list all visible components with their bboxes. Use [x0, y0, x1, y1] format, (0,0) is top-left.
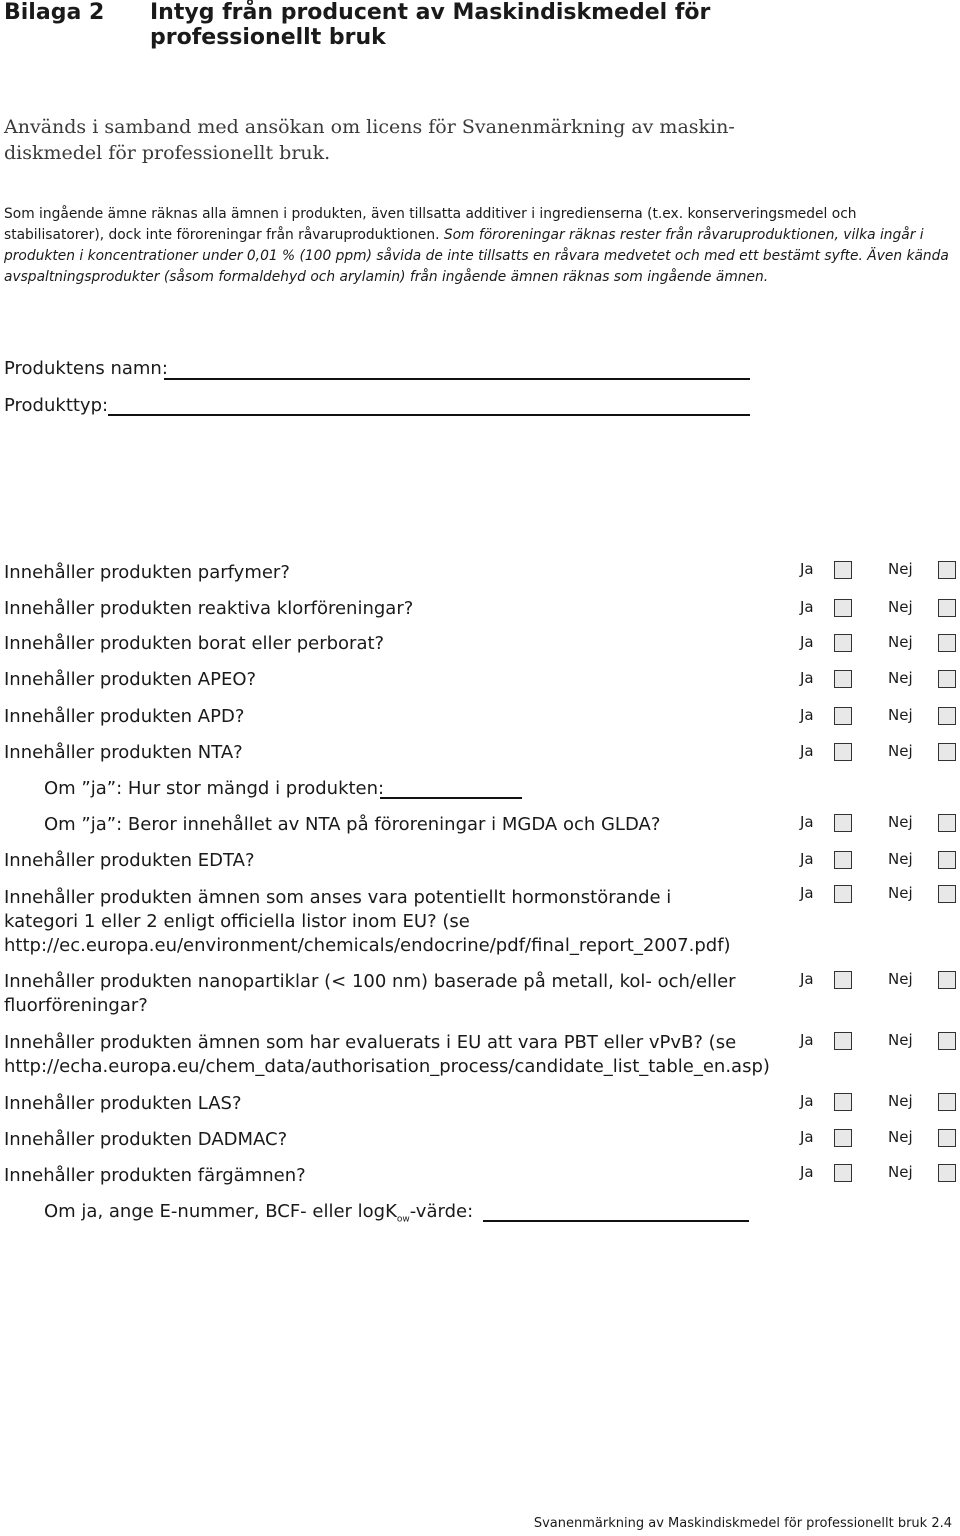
question-reactive-chlorine: Innehåller produkten reaktiva klorföreningar?: [4, 598, 414, 619]
no-checkbox-borate[interactable]: [938, 634, 956, 652]
question-apeo: Innehåller produkten APEO?: [4, 669, 257, 690]
no-label-apeo: Nej: [888, 669, 913, 687]
appendix-label: Bilaga 2: [4, 0, 105, 25]
no-label-nanoparticles: Nej: [888, 970, 913, 988]
e-number-suffix: -värde:: [409, 1201, 474, 1222]
no-label-nta-impurity: Nej: [888, 813, 913, 831]
yes-checkbox-edta[interactable]: [834, 851, 852, 869]
yes-checkbox-borate[interactable]: [834, 634, 852, 652]
no-checkbox-nta-impurity[interactable]: [938, 814, 956, 832]
page-title: Intyg från producent av Maskindiskmedel för professionellt bruk: [150, 0, 711, 50]
page-footer: Svanenmärkning av Maskindiskmedel för professionellt bruk 2.4: [533, 1516, 952, 1531]
yes-label-pbt: Ja: [800, 1031, 814, 1049]
yes-checkbox-nanoparticles[interactable]: [834, 971, 852, 989]
yes-label-nanoparticles: Ja: [800, 970, 814, 988]
question-nta-amount: Om ”ja”: Hur stor mängd i produkten:: [44, 778, 385, 799]
no-checkbox-edta[interactable]: [938, 851, 956, 869]
no-label-nta: Nej: [888, 742, 913, 760]
yes-checkbox-apd[interactable]: [834, 707, 852, 725]
yes-checkbox-dadmac[interactable]: [834, 1129, 852, 1147]
note-part-2: Som föroreningar räknas rester från råvaruproduktionen, vilka ingår i produkten i koncentrationer under 0,01 % (100 ppm) såvida de inte tillsatts en råvara medvetet och med ett bestämt syfte. Även kända avspaltningsprodukter (såsom formaldehyd och arylamin) från ingående ämnen räknas som ingående ämnen.: [4, 227, 949, 285]
question-nta: Innehåller produkten NTA?: [4, 742, 243, 763]
e-number-input-line[interactable]: [483, 1220, 749, 1222]
yes-checkbox-pbt[interactable]: [834, 1032, 852, 1050]
yes-checkbox-endocrine[interactable]: [834, 885, 852, 903]
no-label-borate: Nej: [888, 633, 913, 651]
question-nanoparticles: Innehåller produkten nanopartiklar (< 100 nm) baserade på metall, kol- och/eller fluorföreningar?: [4, 971, 736, 1016]
yes-checkbox-nta-impurity[interactable]: [834, 814, 852, 832]
e-number-subscript: ow: [396, 1214, 410, 1225]
question-perfume: Innehåller produkten parfymer?: [4, 562, 290, 583]
question-dyes: Innehåller produkten färgämnen?: [4, 1165, 306, 1186]
yes-label-las: Ja: [800, 1092, 814, 1110]
yes-checkbox-nta[interactable]: [834, 743, 852, 761]
yes-label-nta: Ja: [800, 742, 814, 760]
no-checkbox-nanoparticles[interactable]: [938, 971, 956, 989]
no-label-pbt: Nej: [888, 1031, 913, 1049]
intro-text: Används i samband med ansökan om licens för Svanenmärkning av maskin-diskmedel för professionellt bruk.: [4, 116, 735, 164]
yes-checkbox-perfume[interactable]: [834, 561, 852, 579]
product-name-field: [4, 358, 168, 379]
no-label-dadmac: Nej: [888, 1128, 913, 1146]
question-dadmac: Innehåller produkten DADMAC?: [4, 1129, 288, 1150]
question-e-number: [44, 1200, 473, 1232]
product-name-label: Produktens namn:: [4, 358, 168, 379]
product-type-input-line[interactable]: [108, 414, 750, 416]
yes-label-edta: Ja: [800, 850, 814, 868]
no-label-endocrine: Nej: [888, 884, 913, 902]
question-endocrine: Innehåller produkten ämnen som anses vara potentiellt hormonstörande i kategori 1 eller 2 enligt officiella listor inom EU? (se http://ec.europa.eu/environment/chemicals/endocrine/pdf/final_report_2007.pdf): [4, 887, 731, 956]
yes-label-endocrine: Ja: [800, 884, 814, 902]
no-checkbox-apd[interactable]: [938, 707, 956, 725]
no-checkbox-dadmac[interactable]: [938, 1129, 956, 1147]
no-checkbox-las[interactable]: [938, 1093, 956, 1111]
no-checkbox-perfume[interactable]: [938, 561, 956, 579]
question-apd: Innehåller produkten APD?: [4, 706, 245, 727]
yes-checkbox-las[interactable]: [834, 1093, 852, 1111]
product-type-label: Produkttyp:: [4, 395, 109, 416]
product-name-input-line[interactable]: [164, 378, 750, 380]
no-checkbox-pbt[interactable]: [938, 1032, 956, 1050]
yes-checkbox-dyes[interactable]: [834, 1164, 852, 1182]
question-pbt: Innehåller produkten ämnen som har evaluerats i EU att vara PBT eller vPvB? (se http://echa.europa.eu/chem_data/authorisation_process/candidate_list_table_en.asp): [4, 1032, 770, 1077]
e-number-prefix: Om ja, ange E-nummer, BCF- eller logK: [44, 1201, 397, 1222]
yes-label-apd: Ja: [800, 706, 814, 724]
definition-note: [4, 204, 949, 288]
no-label-dyes: Nej: [888, 1163, 913, 1181]
no-checkbox-nta[interactable]: [938, 743, 956, 761]
no-checkbox-dyes[interactable]: [938, 1164, 956, 1182]
yes-label-borate: Ja: [800, 633, 814, 651]
no-label-edta: Nej: [888, 850, 913, 868]
no-label-reactive-chlorine: Nej: [888, 598, 913, 616]
nta-amount-input-line[interactable]: [380, 797, 522, 799]
no-label-perfume: Nej: [888, 560, 913, 578]
yes-checkbox-apeo[interactable]: [834, 670, 852, 688]
yes-label-apeo: Ja: [800, 669, 814, 687]
yes-label-reactive-chlorine: Ja: [800, 598, 814, 616]
no-checkbox-apeo[interactable]: [938, 670, 956, 688]
no-label-apd: Nej: [888, 706, 913, 724]
no-checkbox-endocrine[interactable]: [938, 885, 956, 903]
yes-checkbox-reactive-chlorine[interactable]: [834, 599, 852, 617]
yes-label-perfume: Ja: [800, 560, 814, 578]
no-label-las: Nej: [888, 1092, 913, 1110]
question-borate: Innehåller produkten borat eller perborat?: [4, 633, 385, 654]
question-las: Innehåller produkten LAS?: [4, 1093, 242, 1114]
no-checkbox-reactive-chlorine[interactable]: [938, 599, 956, 617]
question-nta-impurity: Om ”ja”: Beror innehållet av NTA på föroreningar i MGDA och GLDA?: [44, 814, 661, 835]
yes-label-dyes: Ja: [800, 1163, 814, 1181]
yes-label-nta-impurity: Ja: [800, 813, 814, 831]
product-type-field: [4, 395, 108, 416]
note-part-1: Som ingående ämne räknas alla ämnen i produkten, även tillsatta additiver i ingredienserna (t.ex. konserveringsmedel och stabilisatorer), dock inte föroreningar från råvaruproduktionen.: [4, 206, 857, 243]
yes-label-dadmac: Ja: [800, 1128, 814, 1146]
question-edta: Innehåller produkten EDTA?: [4, 850, 255, 871]
